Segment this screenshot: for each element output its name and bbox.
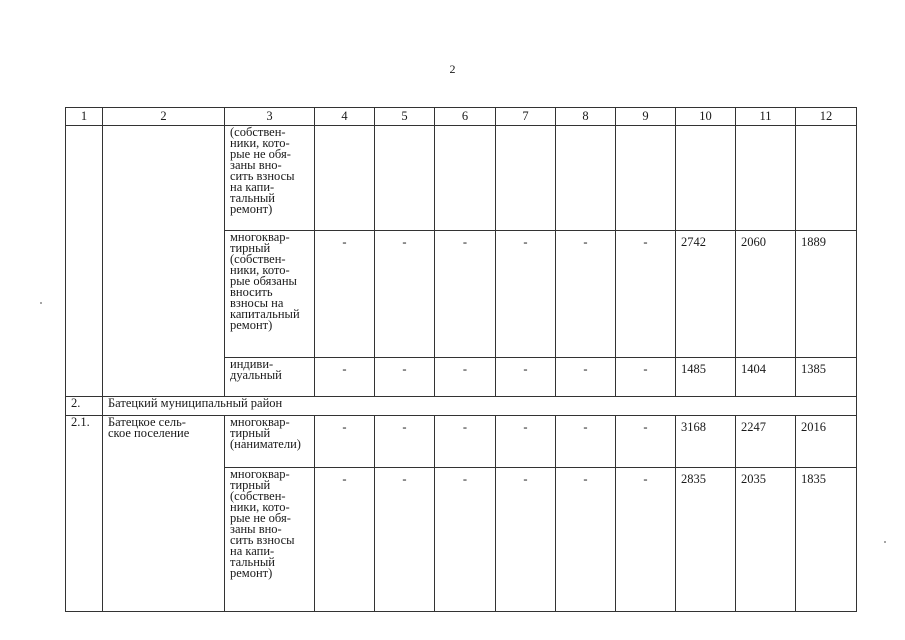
header-cell: 5 bbox=[375, 108, 435, 126]
empty-cell bbox=[676, 126, 736, 231]
housing-type-text: многоквар- тирный (собствен- ники, кото- рые обязаны вносить взносы на капитальный ремонт) bbox=[230, 230, 300, 332]
dash-cell: - bbox=[315, 231, 375, 358]
row-number-cell bbox=[66, 126, 103, 397]
dash-cell: - bbox=[375, 416, 435, 468]
housing-type-cell bbox=[225, 468, 315, 612]
dash-cell: - bbox=[375, 358, 435, 397]
dash-cell: - bbox=[616, 231, 676, 358]
tariff-table bbox=[65, 107, 857, 612]
dash-cell: - bbox=[435, 231, 496, 358]
header-cell: 11 bbox=[736, 108, 796, 126]
dash-cell: - bbox=[556, 468, 616, 612]
scan-speck bbox=[40, 302, 42, 304]
housing-type-text: многоквар- тирный (наниматели) bbox=[230, 415, 301, 451]
dash-cell: - bbox=[556, 416, 616, 468]
table-row bbox=[66, 416, 857, 468]
dash-cell: - bbox=[375, 468, 435, 612]
header-cell: 6 bbox=[435, 108, 496, 126]
value-col10: 2835 bbox=[676, 468, 736, 612]
dash-cell: - bbox=[496, 231, 556, 358]
header-cell: 4 bbox=[315, 108, 375, 126]
housing-type-text: многоквар- тирный (собствен- ники, кото- рые не обя- заны вно- сить взносы на капи- тальный ремонт) bbox=[230, 467, 295, 580]
value-col12: 1385 bbox=[796, 358, 857, 397]
settlement-name: Батецкое сель- ское поселение bbox=[108, 415, 190, 440]
header-cell: 8 bbox=[556, 108, 616, 126]
housing-type-cell bbox=[225, 231, 315, 358]
district-number: 2. bbox=[66, 397, 103, 416]
page-number: 2 bbox=[449, 62, 456, 76]
housing-type-text: (собствен- ники, кото- рые не обя- заны вно- сить взносы на капи- тальный ремонт) bbox=[230, 125, 295, 216]
empty-cell bbox=[796, 126, 857, 231]
dash-cell: - bbox=[616, 358, 676, 397]
dash-cell: - bbox=[435, 358, 496, 397]
district-name: Батецкий муниципальный район bbox=[103, 397, 857, 416]
table-row bbox=[66, 126, 857, 231]
header-cell: 12 bbox=[796, 108, 857, 126]
header-cell: 1 bbox=[66, 108, 103, 126]
value-col10: 1485 bbox=[676, 358, 736, 397]
header-cell: 3 bbox=[225, 108, 315, 126]
housing-type-text: индиви- дуальный bbox=[230, 357, 282, 382]
dash-cell: - bbox=[496, 358, 556, 397]
value-col12: 2016 bbox=[796, 416, 857, 468]
empty-cell bbox=[315, 126, 375, 231]
dash-cell: - bbox=[375, 231, 435, 358]
value-col12: 1835 bbox=[796, 468, 857, 612]
dash-cell: - bbox=[435, 468, 496, 612]
dash-cell: - bbox=[496, 416, 556, 468]
scan-speck bbox=[884, 541, 886, 543]
table-header-row bbox=[66, 108, 857, 126]
value-col10: 2742 bbox=[676, 231, 736, 358]
header-cell: 10 bbox=[676, 108, 736, 126]
dash-cell: - bbox=[435, 416, 496, 468]
empty-cell bbox=[496, 126, 556, 231]
header-cell: 7 bbox=[496, 108, 556, 126]
value-col12: 1889 bbox=[796, 231, 857, 358]
settlement-name-cell bbox=[103, 416, 225, 612]
dash-cell: - bbox=[556, 231, 616, 358]
value-col11: 2060 bbox=[736, 231, 796, 358]
housing-type-cell bbox=[225, 126, 315, 231]
value-col11: 1404 bbox=[736, 358, 796, 397]
district-row bbox=[66, 397, 857, 416]
header-cell: 9 bbox=[616, 108, 676, 126]
dash-cell: - bbox=[616, 468, 676, 612]
dash-cell: - bbox=[315, 358, 375, 397]
dash-cell: - bbox=[556, 358, 616, 397]
dash-cell: - bbox=[616, 416, 676, 468]
housing-type-cell bbox=[225, 358, 315, 397]
settlement-name-cell bbox=[103, 126, 225, 397]
dash-cell: - bbox=[315, 468, 375, 612]
housing-type-cell bbox=[225, 416, 315, 468]
empty-cell bbox=[556, 126, 616, 231]
settlement-number: 2.1. bbox=[66, 416, 103, 612]
value-col10: 3168 bbox=[676, 416, 736, 468]
dash-cell: - bbox=[315, 416, 375, 468]
value-col11: 2247 bbox=[736, 416, 796, 468]
value-col11: 2035 bbox=[736, 468, 796, 612]
header-cell: 2 bbox=[103, 108, 225, 126]
empty-cell bbox=[435, 126, 496, 231]
empty-cell bbox=[616, 126, 676, 231]
empty-cell bbox=[375, 126, 435, 231]
dash-cell: - bbox=[496, 468, 556, 612]
empty-cell bbox=[736, 126, 796, 231]
